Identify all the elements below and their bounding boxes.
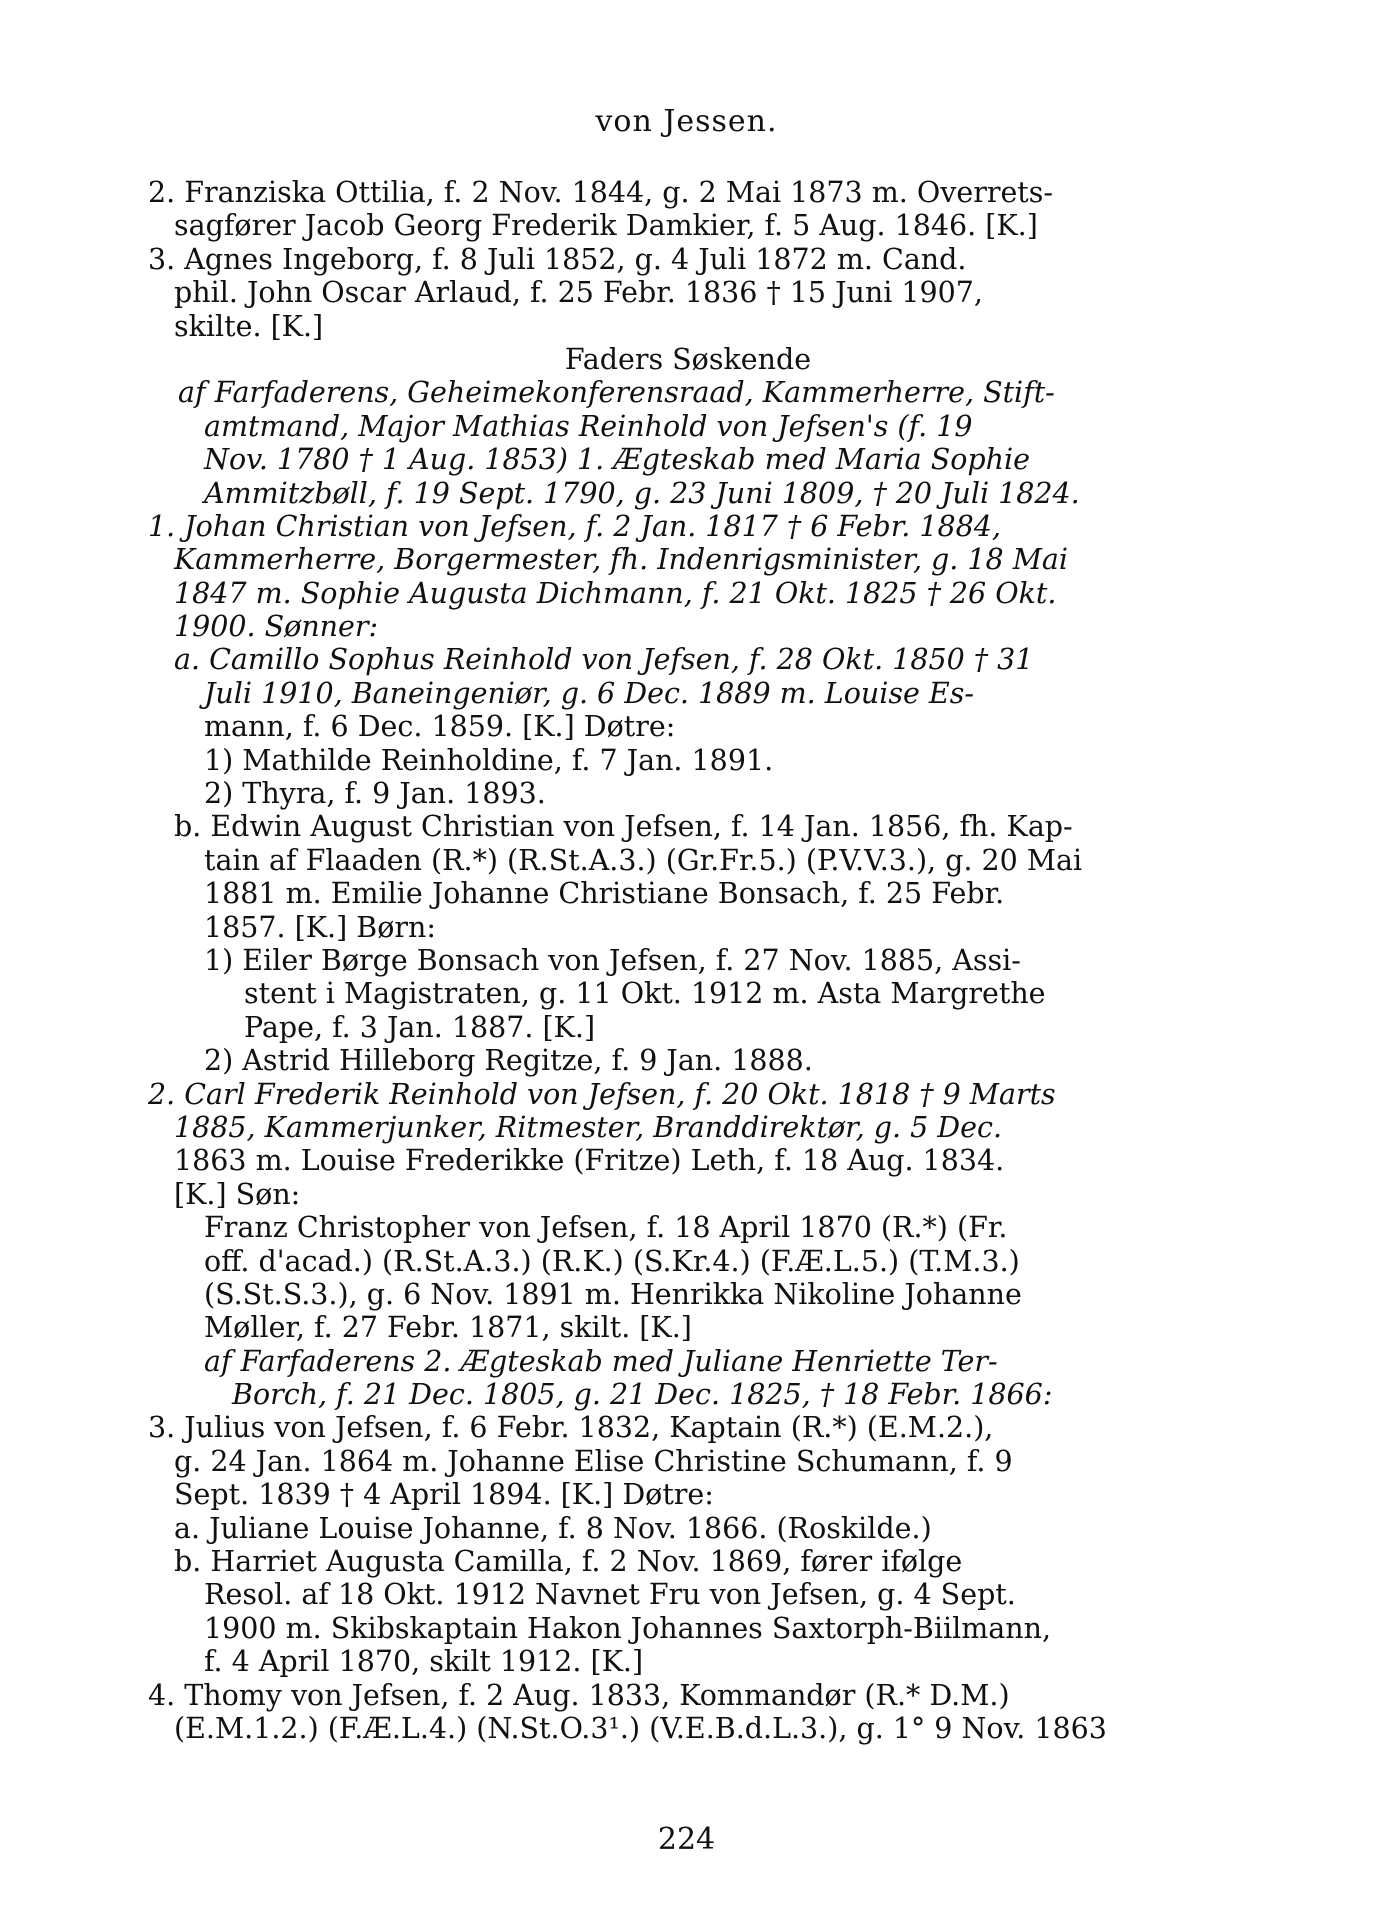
text-line: amtmand, Major Mathias Reinhold von Jefsen's (f. 19 xyxy=(204,409,973,443)
text-line: phil. John Oscar Arlaud, f. 25 Febr. 1836 † 15 Juni 1907, xyxy=(174,276,983,310)
text-line: 1863 m. Louise Frederikke (Fritze) Leth, f. 18 Aug. 1834. xyxy=(174,1144,1005,1178)
text-line: 1) Eiler Børge Bonsach von Jefsen, f. 27 Nov. 1885, Assi- xyxy=(204,943,1021,977)
text-line: 2. Franziska Ottilia, f. 2 Nov. 1844, g. 2 Mai 1873 m. Overrets- xyxy=(148,176,1054,209)
text-line: Juli 1910, Baneingeniør, g. 6 Dec. 1889 m. Louise Es- xyxy=(204,676,974,710)
text-line: (E.M.1.2.) (F.Æ.L.4.) (N.St.O.3¹.) (V.E.B.d.L.3.), g. 1° 9 Nov. 1863 xyxy=(174,1711,1107,1745)
text-line: Nov. 1780 † 1 Aug. 1853) 1. Ægteskab med Maria Sophie xyxy=(204,443,1030,477)
text-line: Resol. af 18 Okt. 1912 Navnet Fru von Jefsen, g. 4 Sept. xyxy=(204,1578,1016,1612)
text-line: Møller, f. 27 Febr. 1871, skilt. [K.] xyxy=(204,1311,692,1345)
text-line: [K.] Søn: xyxy=(174,1177,301,1211)
text-line: 3. Agnes Ingeborg, f. 8 Juli 1852, g. 4 Juli 1872 m. Cand. xyxy=(148,242,967,276)
body-text xyxy=(148,176,1228,1745)
text-line: Borch, f. 21 Dec. 1805, g. 21 Dec. 1825, † 18 Febr. 1866: xyxy=(232,1378,1053,1412)
text-line: Pape, f. 3 Jan. 1887. [K.] xyxy=(244,1010,596,1044)
page-number: 224 xyxy=(657,1822,716,1857)
text-line: off. d'acad.) (R.St.A.3.) (R.K.) (S.Kr.4.) (F.Æ.L.5.) (T.M.3.) xyxy=(204,1244,1020,1278)
text-line: Faders Søskende xyxy=(564,342,812,376)
text-line: a. Camillo Sophus Reinhold von Jefsen, f. 28 Okt. 1850 † 31 xyxy=(174,643,1034,677)
text-line: 1847 m. Sophie Augusta Dichmann, f. 21 Okt. 1825 † 26 Okt. xyxy=(174,576,1057,610)
text-line: Franz Christopher von Jefsen, f. 18 April 1870 (R.*) (Fr. xyxy=(204,1211,1008,1245)
text-line: g. 24 Jan. 1864 m. Johanne Elise Christine Schumann, f. 9 xyxy=(174,1444,1013,1478)
text-line: 1900. Sønner: xyxy=(174,610,379,644)
text-line: af Farfaderens, Geheimekonferensraad, Kammerherre, Stift- xyxy=(178,376,1055,410)
text-line: b. Edwin August Christian von Jefsen, f. 14 Jan. 1856, fh. Kap- xyxy=(174,810,1073,844)
text-line: 1. Johan Christian von Jefsen, f. 2 Jan. 1817 † 6 Febr. 1884, xyxy=(148,509,1001,543)
text-line: (S.St.S.3.), g. 6 Nov. 1891 m. Henrikka Nikoline Johanne xyxy=(204,1277,1022,1311)
text-line: 2) Astrid Hilleborg Regitze, f. 9 Jan. 1888. xyxy=(204,1044,813,1078)
text-line: Sept. 1839 † 4 April 1894. [K.] Døtre: xyxy=(174,1478,714,1512)
text-line: f. 4 April 1870, skilt 1912. [K.] xyxy=(204,1645,644,1679)
text-line: mann, f. 6 Dec. 1859. [K.] Døtre: xyxy=(204,710,676,744)
text-line: tain af Flaaden (R.*) (R.St.A.3.) (Gr.Fr.5.) (P.V.V.3.), g. 20 Mai xyxy=(204,843,1083,877)
text-line: Ammitzbøll, f. 19 Sept. 1790, g. 23 Juni 1809, † 20 Juli 1824. xyxy=(204,476,1080,510)
text-line: skilte. [K.] xyxy=(174,309,324,343)
text-line: 2. Carl Frederik Reinhold von Jefsen, f. 20 Okt. 1818 † 9 Marts xyxy=(148,1077,1056,1111)
text-line: af Farfaderens 2. Ægteskab med Juliane Henriette Ter- xyxy=(204,1344,998,1378)
text-line: sagfører Jacob Georg Frederik Damkier, f. 5 Aug. 1846. [K.] xyxy=(174,209,1038,243)
text-line: 1) Mathilde Reinholdine, f. 7 Jan. 1891. xyxy=(204,743,774,777)
text-line: 4. Thomy von Jefsen, f. 2 Aug. 1833, Kommandør (R.* D.M.) xyxy=(148,1678,1010,1712)
running-head: von Jessen. xyxy=(595,104,778,139)
text-line: 1857. [K.] Børn: xyxy=(204,910,436,944)
text-line: 1881 m. Emilie Johanne Christiane Bonsach, f. 25 Febr. xyxy=(204,877,1005,911)
text-line: 1885, Kammerjunker, Ritmester, Branddirektør, g. 5 Dec. xyxy=(174,1110,1003,1144)
text-line: stent i Magistraten, g. 11 Okt. 1912 m. Asta Margrethe xyxy=(244,977,1046,1011)
text-line: b. Harriet Augusta Camilla, f. 2 Nov. 1869, fører ifølge xyxy=(174,1545,963,1579)
text-line: 3. Julius von Jefsen, f. 6 Febr. 1832, Kaptain (R.*) (E.M.2.), xyxy=(148,1411,994,1445)
text-line: Kammerherre, Borgermester, fh. Indenrigsminister, g. 18 Mai xyxy=(174,543,1069,577)
text-line: 2) Thyra, f. 9 Jan. 1893. xyxy=(204,777,546,811)
text-line: a. Juliane Louise Johanne, f. 8 Nov. 1866. (Roskilde.) xyxy=(174,1511,932,1545)
text-line: 1900 m. Skibskaptain Hakon Johannes Saxtorph-Biilmann, xyxy=(204,1611,1051,1645)
